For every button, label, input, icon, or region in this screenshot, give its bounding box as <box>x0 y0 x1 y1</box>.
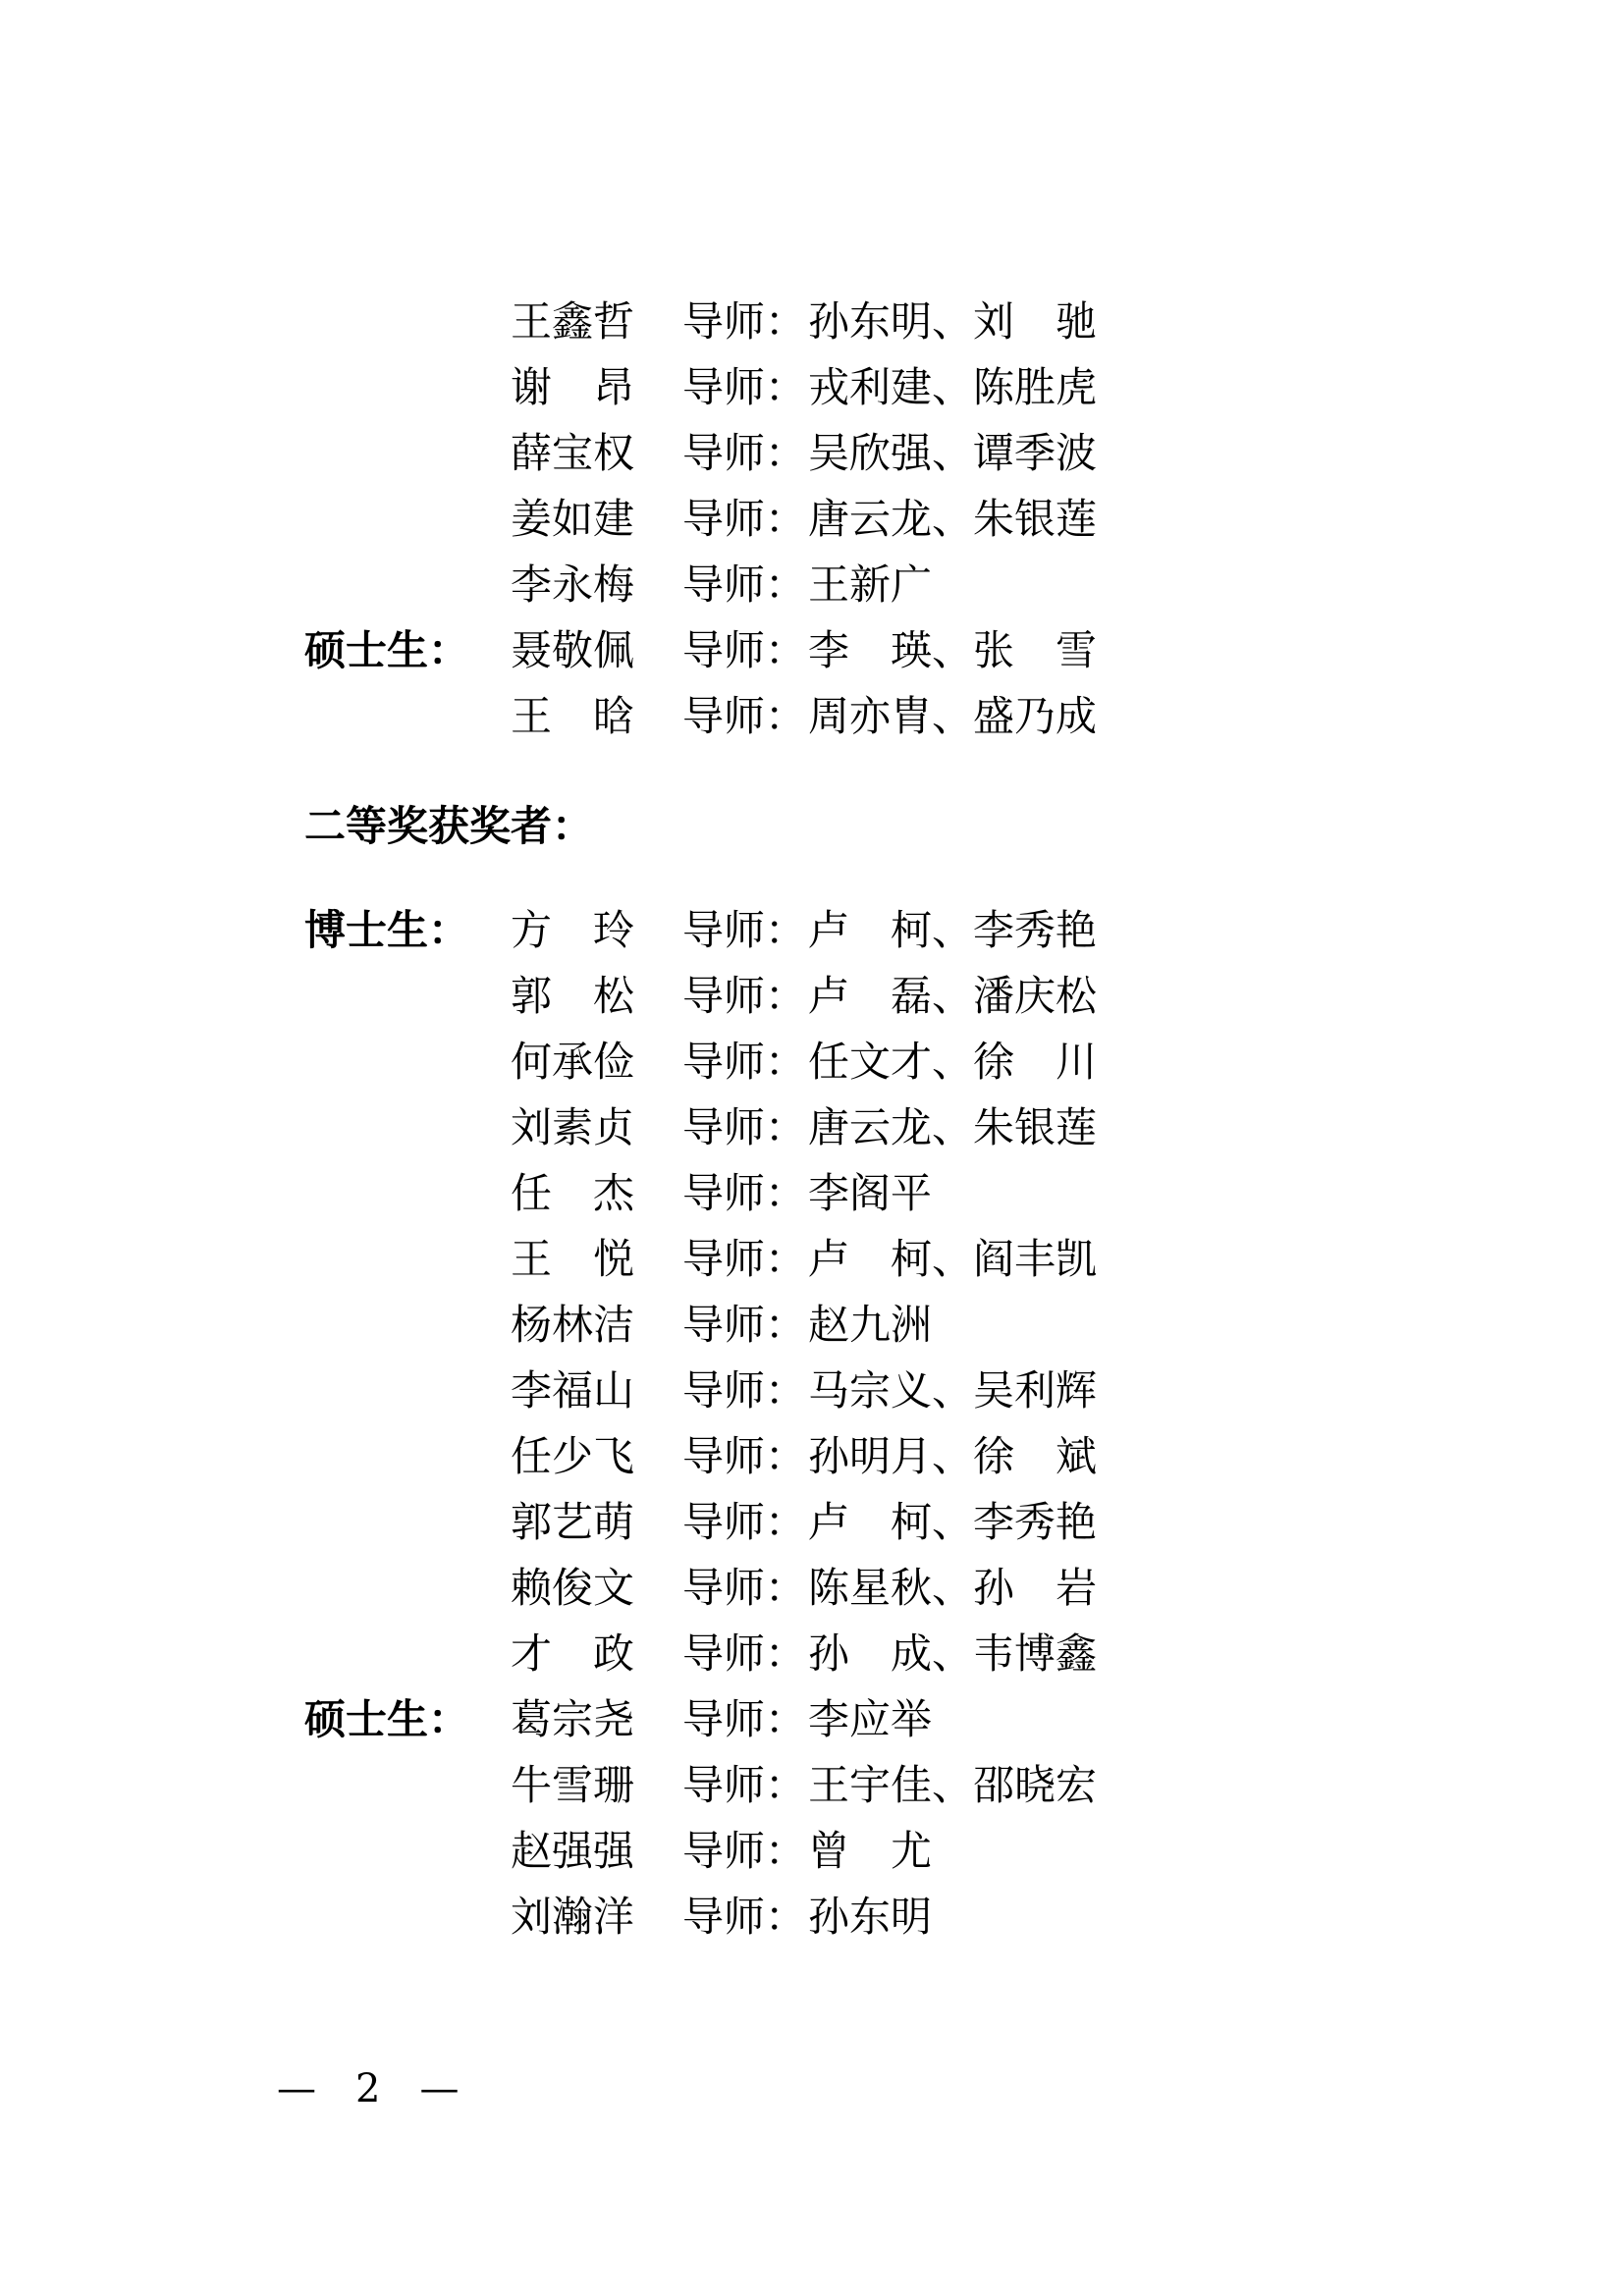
advisor-names: 孙明月、徐 斌 <box>808 1432 1098 1480</box>
student-name: 李福山 <box>511 1366 635 1415</box>
advisor-label: 导师： <box>682 1169 807 1217</box>
student-name: 才 政 <box>511 1629 635 1678</box>
advisor-names: 孙东明 <box>808 1893 933 1941</box>
student-name: 赖俊文 <box>511 1564 635 1612</box>
student-name: 任少飞 <box>511 1432 635 1480</box>
student-name: 李永梅 <box>511 561 635 609</box>
advisor-label: 导师： <box>682 561 807 609</box>
student-name: 杨林洁 <box>511 1301 635 1349</box>
advisor-names: 李 瑛、张 雪 <box>808 626 1098 674</box>
advisor-names: 曾 尤 <box>808 1827 933 1875</box>
student-name: 郭艺萌 <box>511 1498 635 1546</box>
advisor-label: 导师： <box>682 1432 807 1480</box>
advisor-label: 导师： <box>682 1235 807 1283</box>
advisor-names: 卢 柯、阎丰凯 <box>808 1235 1098 1283</box>
advisor-names: 卢 磊、潘庆松 <box>808 972 1098 1020</box>
advisor-label: 导师： <box>682 972 807 1020</box>
student-name: 任 杰 <box>511 1169 635 1217</box>
advisor-names: 王新广 <box>808 561 933 609</box>
student-name: 王 晗 <box>511 692 635 740</box>
advisor-names: 孙 成、韦博鑫 <box>808 1629 1098 1678</box>
advisor-label: 导师： <box>682 1366 807 1415</box>
advisor-label: 导师： <box>682 429 807 477</box>
student-name: 刘瀚洋 <box>511 1893 635 1941</box>
advisor-label: 导师： <box>682 1761 807 1809</box>
student-name: 葛宗尧 <box>511 1695 635 1743</box>
advisor-label: 导师： <box>682 1301 807 1349</box>
student-name: 姜如建 <box>511 495 635 543</box>
category-label: 硕士生： <box>304 1695 470 1743</box>
advisor-names: 卢 柯、李秀艳 <box>808 906 1098 954</box>
advisor-names: 唐云龙、朱银莲 <box>808 495 1098 543</box>
advisor-names: 李阁平 <box>808 1169 933 1217</box>
student-name: 何承俭 <box>511 1038 635 1086</box>
advisor-label: 导师： <box>682 626 807 674</box>
advisor-names: 唐云龙、朱银莲 <box>808 1103 1098 1151</box>
advisor-names: 马宗义、吴利辉 <box>808 1366 1098 1415</box>
advisor-label: 导师： <box>682 1695 807 1743</box>
advisor-names: 吴欣强、谭季波 <box>808 429 1098 477</box>
student-name: 牛雪珊 <box>511 1761 635 1809</box>
advisor-names: 孙东明、刘 驰 <box>808 297 1098 346</box>
student-name: 刘素贞 <box>511 1103 635 1151</box>
advisor-names: 王宇佳、邵晓宏 <box>808 1761 1098 1809</box>
category-label: 博士生： <box>304 906 470 954</box>
advisor-label: 导师： <box>682 906 807 954</box>
advisor-label: 导师： <box>682 1564 807 1612</box>
advisor-label: 导师： <box>682 495 807 543</box>
advisor-label: 导师： <box>682 1498 807 1546</box>
student-name: 谢 昂 <box>511 363 635 411</box>
advisor-label: 导师： <box>682 692 807 740</box>
advisor-label: 导师： <box>682 1038 807 1086</box>
second-prize-heading: 二等奖获奖者： <box>304 802 594 850</box>
advisor-names: 戎利建、陈胜虎 <box>808 363 1098 411</box>
page-number: — 2 — <box>277 2066 460 2111</box>
student-name: 王 悦 <box>511 1235 635 1283</box>
student-name: 方 玲 <box>511 906 635 954</box>
student-name: 赵强强 <box>511 1827 635 1875</box>
advisor-names: 任文才、徐 川 <box>808 1038 1098 1086</box>
advisor-label: 导师： <box>682 363 807 411</box>
advisor-names: 周亦胄、盛乃成 <box>808 692 1098 740</box>
advisor-names: 赵九洲 <box>808 1301 933 1349</box>
student-name: 薛宝权 <box>511 429 635 477</box>
category-label: 硕士生： <box>304 626 470 674</box>
advisor-names: 卢 柯、李秀艳 <box>808 1498 1098 1546</box>
advisor-label: 导师： <box>682 1893 807 1941</box>
advisor-names: 李应举 <box>808 1695 933 1743</box>
advisor-names: 陈星秋、孙 岩 <box>808 1564 1098 1612</box>
advisor-label: 导师： <box>682 1827 807 1875</box>
student-name: 郭 松 <box>511 972 635 1020</box>
advisor-label: 导师： <box>682 1629 807 1678</box>
student-name: 聂敬佩 <box>511 626 635 674</box>
advisor-label: 导师： <box>682 1103 807 1151</box>
advisor-label: 导师： <box>682 297 807 346</box>
student-name: 王鑫哲 <box>511 297 635 346</box>
